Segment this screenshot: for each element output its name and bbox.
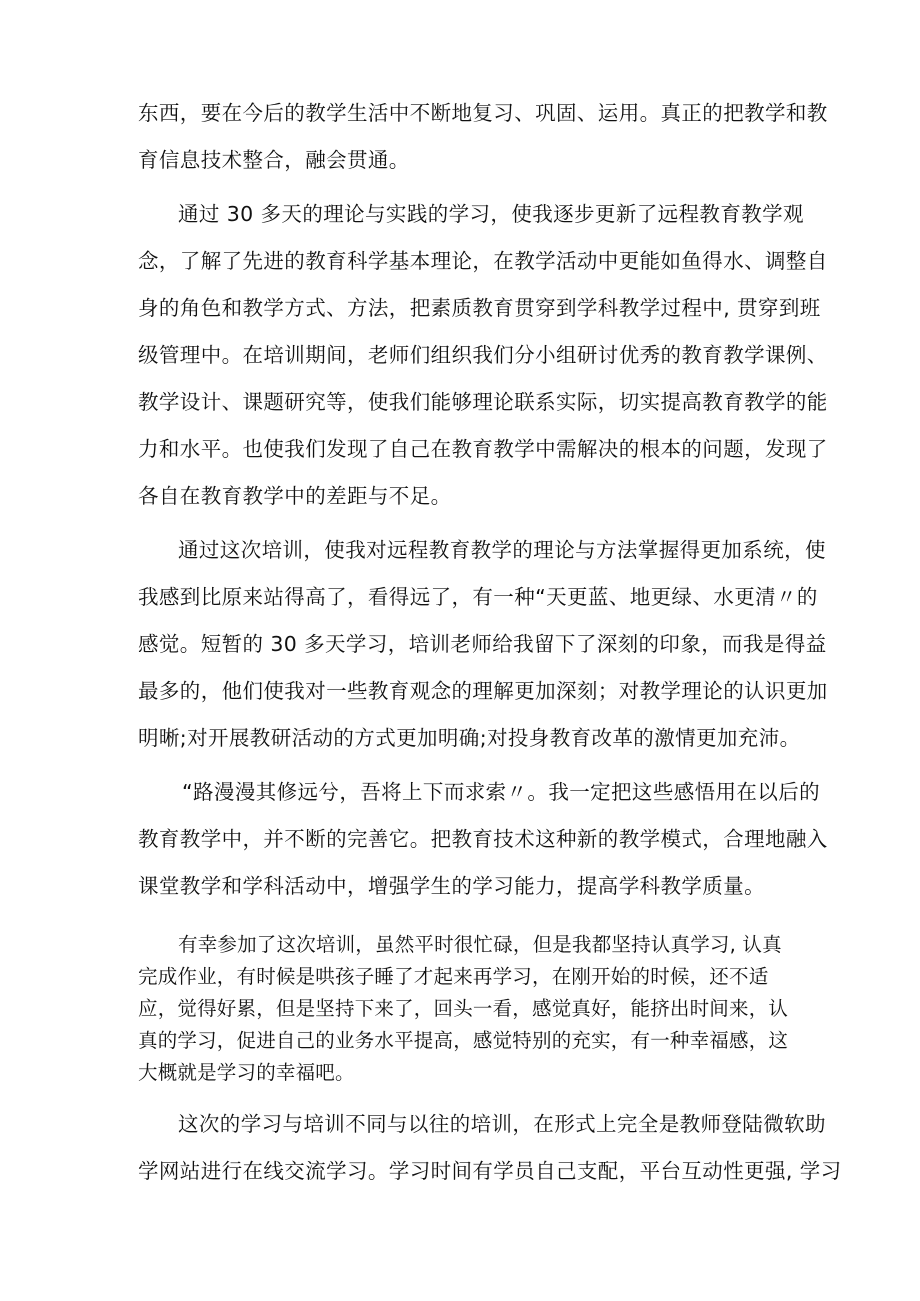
paragraph-3-line-5: 明晰;对开展教研活动的方式更加明确;对投身教育改革的激情更加充沛。: [138, 726, 801, 750]
paragraph-5-line-4: 真的学习，促进自己的业务水平提高，感觉特别的充实，有一种幸福感，这: [138, 1029, 789, 1052]
paragraph-2-line-6: 力和水平。也使我们发现了自己在教育教学中需解决的根本的问题，发现了: [138, 437, 828, 461]
paragraph-2-line-1: 通过 30 多天的理论与实践的学习，使我逐步更新了远程教育教学观: [178, 202, 804, 226]
paragraph-1-line-1: 东西，要在今后的教学生活中不断地复习、巩固、运用。真正的把教学和教: [138, 101, 828, 125]
paragraph-4-line-2: 教育教学中，并不断的完善它。把教育技术这种新的教学模式，合理地融入: [138, 827, 828, 851]
paragraph-3-line-4: 最多的，他们使我对一些教育观念的理解更加深刻；对教学理论的认识更加: [138, 679, 828, 703]
paragraph-3-line-3: 感觉。短暂的 30 多天学习，培训老师给我留下了深刻的印象，而我是得益: [138, 632, 827, 656]
paragraph-5-line-5: 大概就是学习的幸福吧。: [138, 1061, 355, 1084]
paragraph-5-line-1: 有幸参加了这次培训，虽然平时很忙碌，但是我都坚持认真学习, 认真: [178, 933, 782, 956]
paragraph-4-line-1: “路漫漫其修远兮，吾将上下而求索〃。我一定把这些感悟用在以后的: [182, 780, 821, 804]
paragraph-5-line-2: 完成作业，有时候是哄孩子睡了才起来再学习，在刚开始的时候，还不适: [138, 965, 769, 988]
paragraph-2-line-7: 各自在教育教学中的差距与不足。: [138, 484, 452, 508]
paragraph-2-line-5: 教学设计、课题研究等，使我们能够理论联系实际，切实提高教育教学的能: [138, 390, 828, 414]
paragraph-3-line-1: 通过这次培训，使我对远程教育教学的理论与方法掌握得更加系统，使: [178, 538, 826, 562]
paragraph-3-line-2: 我感到比原来站得高了，看得远了，有一种“天更蓝、地更绿、水更清〃的: [138, 585, 818, 609]
paragraph-5-line-3: 应，觉得好累，但是坚持下来了，回头一看，感觉真好，能挤出时间来，认: [138, 997, 789, 1020]
paragraph-2-line-3: 身的角色和教学方式、方法，把素质教育贯穿到学科教学过程中, 贯穿到班: [138, 296, 821, 320]
paragraph-1-line-2: 育信息技术整合，融会贯通。: [138, 148, 410, 172]
paragraph-6-line-2: 学网站进行在线交流学习。学习时间有学员自己支配，平台互动性更强, 学习: [138, 1159, 842, 1183]
paragraph-6-line-1: 这次的学习与培训不同与以往的培训，在形式上完全是教师登陆微软助: [178, 1112, 826, 1136]
paragraph-2-line-4: 级管理中。在培训期间，老师们组织我们分小组研讨优秀的教育教学课例、: [138, 343, 828, 367]
paragraph-4-line-3: 课堂教学和学科活动中，增强学生的学习能力，提高学科教学质量。: [138, 874, 765, 898]
paragraph-2-line-2: 念，了解了先进的教育科学基本理论，在教学活动中更能如鱼得水、调整自: [138, 249, 828, 273]
